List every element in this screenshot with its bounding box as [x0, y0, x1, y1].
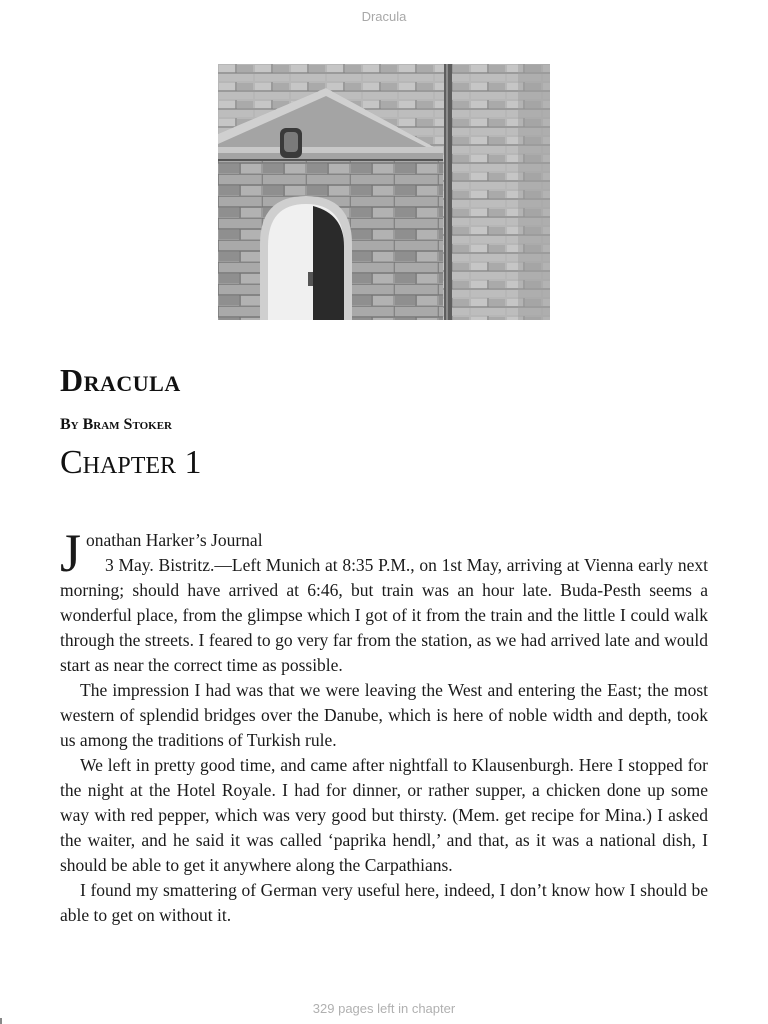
paragraph: I found my smattering of German very useful here, indeed, I don’t know how I should be able to get on without it.	[60, 880, 708, 925]
chapter-heading: Chapter 1	[60, 444, 202, 481]
chapter-text[interactable]	[60, 523, 708, 928]
chapter-illustration	[218, 64, 550, 320]
running-title: Dracula	[361, 9, 407, 24]
drop-cap: J	[60, 523, 82, 583]
pages-left-indicator: 329 pages left in chapter	[312, 1001, 456, 1016]
stone-archway-image	[218, 64, 550, 320]
paragraph: The impression I had was that we were leaving the West and entering the East; the most western of splendid bridges over the Danube, which is here of noble width and depth, took us among the traditions of Turkish rule.	[60, 680, 708, 750]
journal-heading-text: onathan Harker’s Journal	[86, 530, 263, 550]
corner-mark	[0, 1018, 2, 1024]
paragraph: 3 May. Bistritz.—Left Munich at 8:35 P.M., on 1st May, arriving at Vienna early next morning; should have arrived at 6:46, but train was an hour late. Buda-Pesth seems a wonderful place, from the glimpse which I got of it from the train and the little I could walk through the streets. I feared to go very far from the station, as we had arrived late and would start as near the correct time as possible.	[60, 555, 708, 675]
book-title: Dracula	[60, 362, 181, 398]
author-byline: By Bram Stoker	[60, 416, 172, 433]
journal-heading	[60, 523, 708, 583]
paragraph: We left in pretty good time, and came after nightfall to Klausenburgh. Here I stopped for the night at the Hotel Royale. I had for dinner, or rather supper, a chicken done up some way with red pepper, which was very good but thirsty. (Mem. get recipe for Mina.) I asked the waiter, and he said it was called ‘paprika hendl,’ and that, as it was a national dish, I should be able to get it anywhere along the Carpathians.	[60, 755, 708, 875]
